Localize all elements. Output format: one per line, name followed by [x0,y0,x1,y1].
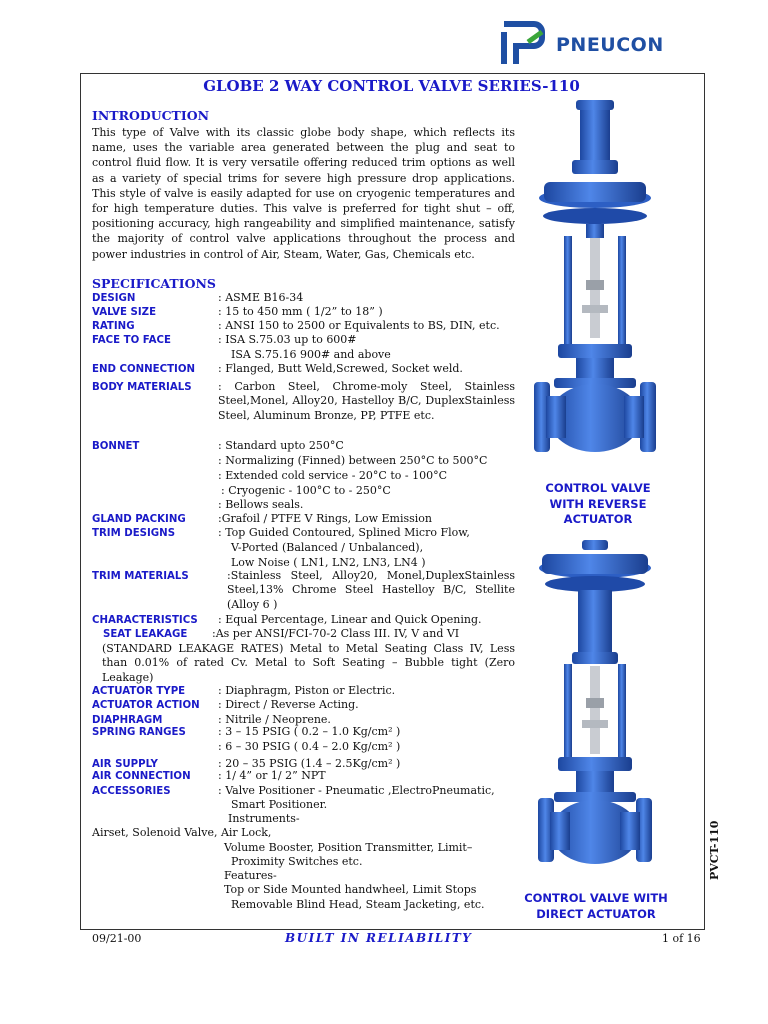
air-supply-value: : 20 – 35 PSIG (1.4 – 2.5Kg/cm² ) [218,757,401,770]
footer-page-number: 1 of 16 [662,932,701,945]
rating-value: : ANSI 150 to 2500 or Equivalents to BS, DIN, etc. [218,319,500,332]
introduction-heading: INTRODUCTION [92,108,210,123]
end-connection-label: END CONNECTION [92,364,196,375]
spring-ranges-line-2: : 6 – 30 PSIG ( 0.4 – 2.0 Kg/cm² ) [218,740,401,753]
body-materials-label: BODY MATERIALS [92,382,192,393]
air-connection-label: AIR CONNECTION [92,771,191,782]
diaphragm-label: DIAPHRAGM [92,715,163,726]
face-to-face-label: FACE TO FACE [92,335,171,346]
design-label: DESIGN [92,293,136,304]
control-valve-reverse-image [528,100,662,478]
caption-reverse-actuator: CONTROL VALVE WITH REVERSE ACTUATOR [545,481,651,526]
trim-designs-line-2: V-Ported (Balanced / Unbalanced), [231,541,424,554]
accessories-line-7: Features- [224,869,277,882]
document-code: PVCT-110 [708,820,721,880]
characteristics-label: CHARACTERISTICS [92,615,198,626]
accessories-label: ACCESSORIES [92,786,171,797]
accessories-line-6: Proximity Switches etc. [231,855,363,868]
bonnet-line-3: : Extended cold service - 20°C to - 100°C [218,469,447,482]
diaphragm-value: : Nitrile / Neoprene. [218,713,331,726]
trim-designs-line-3: Low Noise ( LN1, LN2, LN3, LN4 ) [231,556,426,569]
control-valve-direct-image [528,540,662,885]
accessories-line-2: Smart Positioner. [231,798,328,811]
accessories-line-4: Airset, Solenoid Valve, Air Lock, [92,826,272,839]
specifications-heading: SPECIFICATIONS [92,276,216,291]
actuator-type-label: ACTUATOR TYPE [92,686,186,697]
caption-direct-actuator: CONTROL VALVE WITH DIRECT ACTUATOR [524,891,668,921]
gland-packing-value: :Grafoil / PTFE V Rings, Low Emission [218,512,432,525]
accessories-line-9: Removable Blind Head, Steam Jacketing, etc. [231,898,485,911]
footer-date: 09/21-00 [92,932,142,945]
face-to-face-value: : ISA S.75.03 up to 600# [218,333,357,346]
accessories-line-5: Volume Booster, Position Transmitter, Limit– [224,841,473,854]
design-value: : ASME B16-34 [218,291,304,304]
rating-label: RATING [92,321,135,332]
characteristics-value: : Equal Percentage, Linear and Quick Opening. [218,613,482,626]
actuator-type-value: : Diaphragm, Piston or Electric. [218,684,396,697]
accessories-line-3: Instruments- [228,812,300,825]
accessories-line-8: Top or Side Mounted handwheel, Limit Stops [224,883,477,896]
seat-leakage-line-1: :As per ANSI/FCI-70-2 Class III. IV, V and VI [212,627,460,640]
page-title: GLOBE 2 WAY CONTROL VALVE SERIES-110 [203,77,580,95]
valve-size-value: : 15 to 450 mm ( 1/2” to 18” ) [218,305,383,318]
air-connection-value: : 1/ 4” or 1/ 2” NPT [218,769,326,782]
trim-materials-value: :Stainless Steel, Alloy20, Monel,DuplexStainless Steel,13% Chrome Steel Hastelloy B/C, Stellite (Alloy 6 ) [227,569,515,611]
spring-ranges-line-1: : 3 – 15 PSIG ( 0.2 – 1.0 Kg/cm² ) [218,725,401,738]
trim-designs-line-1: : Top Guided Contoured, Splined Micro Flow, [218,526,470,539]
accessories-line-1: : Valve Positioner - Pneumatic ,ElectroPneumatic, [218,784,495,797]
spring-ranges-label: SPRING RANGES [92,727,186,738]
valve-size-label: VALVE SIZE [92,307,157,318]
actuator-action-label: ACTUATOR ACTION [92,700,200,711]
face-to-face-value-2: ISA S.75.16 900# and above [231,348,391,361]
bonnet-line-1: : Standard upto 250°C [218,439,344,452]
bonnet-line-5: : Bellows seals. [218,498,304,511]
seat-leakage-label: SEAT LEAKAGE [103,629,188,640]
bonnet-label: BONNET [92,441,140,452]
end-connection-value: : Flanged, Butt Weld,Screwed, Socket weld. [218,362,463,375]
air-supply-label: AIR SUPPLY [92,759,158,770]
bonnet-line-2: : Normalizing (Finned) between 250°C to 500°C [218,454,488,467]
bonnet-line-4: : Cryogenic - 100°C to - 250°C [221,484,391,497]
introduction-text: This type of Valve with its classic globe body shape, which reflects its name, uses the variable area generated between the plug and seat to control fluid flow. It is very versatile offering reduced trim options as well as a variety of special trims for severe high pressure drop applications. This style of valve is easily adapted for use on cryogenic temperatures and for high temperature duties. This valve is preferred for tight shut – off, positioning accuracy, high rangeability and simplified maintenance, satisfy the majority of control valve applications throughout the process and power industries in control of Air, Steam, Water, Gas, Chemicals etc. [92,126,515,261]
footer-slogan: BUILT IN RELIABILITY [285,931,473,945]
gland-packing-label: GLAND PACKING [92,514,186,525]
trim-materials-label: TRIM MATERIALS [92,571,189,582]
actuator-action-value: : Direct / Reverse Acting. [218,698,359,711]
trim-designs-label: TRIM DESIGNS [92,528,176,539]
seat-leakage-line-2: (STANDARD LEAKAGE RATES) Metal to Metal Seating Class IV, Less than 0.01% of rated Cv. Metal to Soft Seating – Bubble tight (Zero Leakage) [102,642,515,684]
brand-name: PNEUCON [556,34,664,56]
body-materials-value: : Carbon Steel, Chrome-moly Steel, Stainless Steel,Monel, Alloy20, Hastelloy B/C, DuplexStainless Steel, Aluminum Bronze, PP, PTFE etc. [218,380,515,422]
